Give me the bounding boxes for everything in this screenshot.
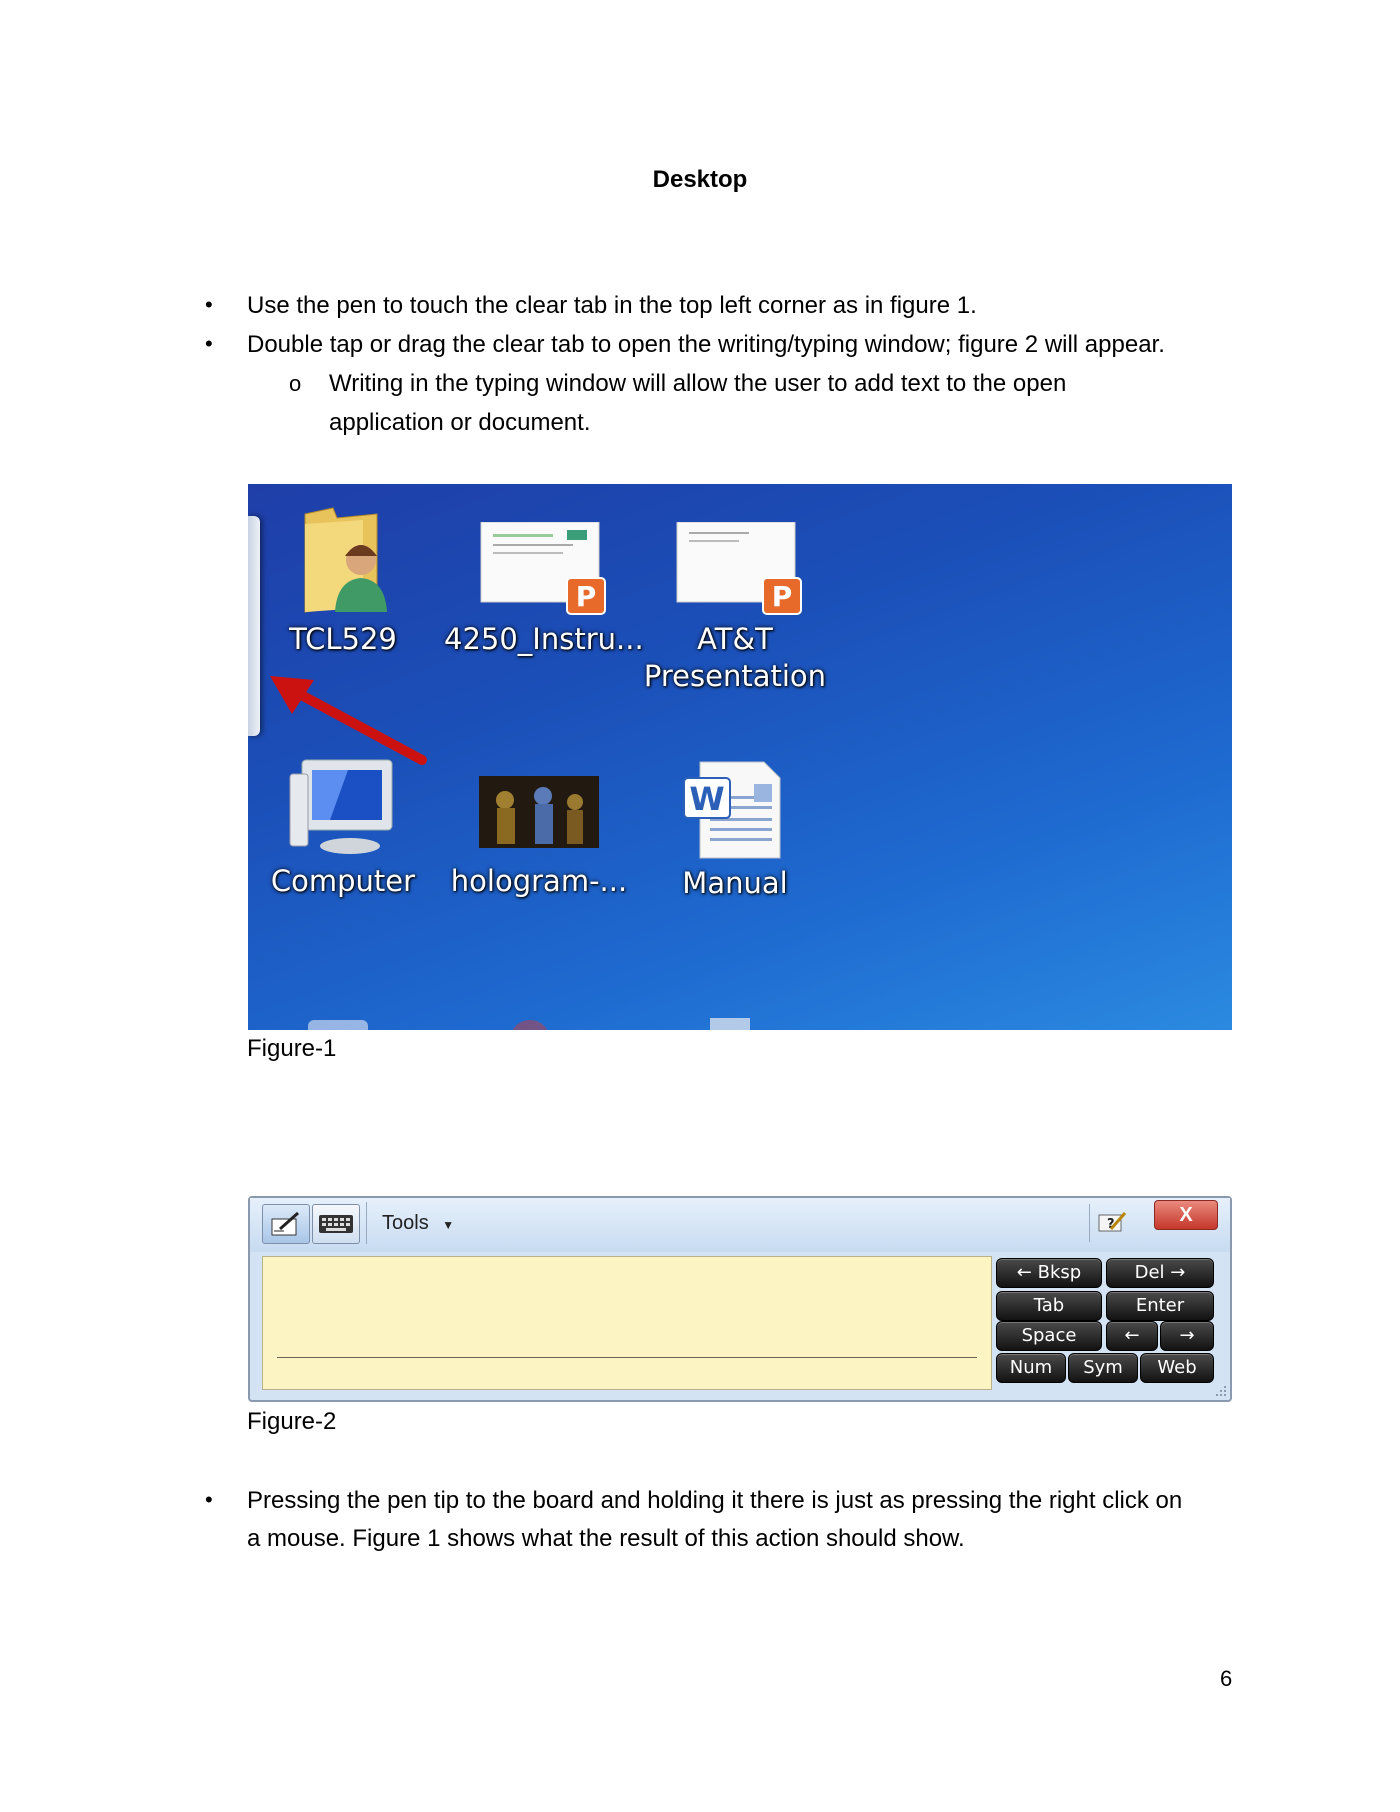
- desktop-icon-hologram[interactable]: [444, 768, 634, 900]
- desktop-icon-label: TCL529: [289, 622, 397, 656]
- key-enter[interactable]: Enter: [1106, 1291, 1214, 1321]
- figure-1-caption: Figure-1: [247, 1035, 337, 1062]
- key-sym[interactable]: Sym: [1068, 1353, 1138, 1383]
- tools-label: Tools: [382, 1212, 429, 1234]
- bullet-marker: •: [205, 1487, 213, 1512]
- resize-grip-icon[interactable]: [1214, 1384, 1228, 1398]
- bullet-text: Pressing the pen tip to the board and holding it there is just as pressing the right click on: [247, 1487, 1183, 1514]
- bullet-marker: •: [205, 292, 213, 317]
- desktop-icon-att-presentation[interactable]: [640, 522, 830, 695]
- figure-2-input-panel: [248, 1196, 1232, 1402]
- powerpoint-file-icon: [471, 522, 607, 616]
- word-document-icon: [680, 760, 790, 860]
- help-button[interactable]: [1089, 1204, 1134, 1242]
- sub-bullet-text: Writing in the typing window will allow the user to add text to the open: [329, 370, 1067, 397]
- toolbar-divider: [366, 1202, 367, 1244]
- user-folder-icon: [293, 504, 393, 616]
- page-number: 6: [1220, 1666, 1233, 1691]
- key-right-arrow[interactable]: →: [1160, 1321, 1214, 1351]
- bullet-marker: •: [205, 331, 213, 356]
- sub-bullet-text: application or document.: [329, 409, 591, 436]
- writing-area[interactable]: [262, 1256, 992, 1390]
- input-panel-toolbar: [250, 1198, 1230, 1252]
- desktop-icon-label: 4250_Instru...: [444, 622, 644, 656]
- image-thumbnail-icon: [477, 768, 601, 858]
- svg-text:W: W: [689, 780, 725, 818]
- bullet-text: a mouse. Figure 1 shows what the result of this action should show.: [247, 1525, 965, 1552]
- keyboard-button[interactable]: [312, 1204, 360, 1244]
- powerpoint-file-icon: [667, 522, 803, 616]
- desktop-icon-label: Manual: [682, 866, 788, 900]
- key-backspace[interactable]: ← Bksp: [996, 1258, 1102, 1288]
- key-space[interactable]: Space: [996, 1321, 1102, 1351]
- figure-2-caption: Figure-2: [247, 1408, 337, 1435]
- computer-icon: [278, 754, 408, 858]
- key-web[interactable]: Web: [1140, 1353, 1214, 1383]
- bullet-text: Use the pen to touch the clear tab in the top left corner as in figure 1.: [247, 292, 977, 319]
- desktop-icon-4250[interactable]: [444, 522, 644, 658]
- key-delete[interactable]: Del →: [1106, 1258, 1214, 1288]
- key-left-arrow[interactable]: ←: [1106, 1321, 1158, 1351]
- desktop-icon-computer[interactable]: [248, 754, 438, 900]
- pen-writing-icon: [270, 1211, 302, 1237]
- desktop-icon-manual[interactable]: [640, 760, 830, 902]
- desktop-icon-tcl529[interactable]: [248, 504, 438, 658]
- desktop-icon-label: AT&T: [697, 622, 773, 656]
- tools-menu[interactable]: [382, 1212, 454, 1235]
- svg-text:P: P: [575, 580, 597, 613]
- dropdown-arrow-icon: ▼: [442, 1218, 455, 1232]
- key-num[interactable]: Num: [996, 1353, 1066, 1383]
- help-icon: [1097, 1211, 1127, 1235]
- desktop-icon-label: Presentation: [643, 659, 827, 693]
- svg-text:?: ?: [1107, 1217, 1115, 1232]
- page-title: Desktop: [652, 166, 748, 193]
- partial-icon: [308, 1020, 368, 1030]
- desktop-icon-label: hologram-...: [450, 864, 628, 898]
- key-tab[interactable]: Tab: [996, 1291, 1102, 1321]
- close-button[interactable]: X: [1154, 1200, 1218, 1230]
- sub-bullet-marker: o: [289, 371, 302, 396]
- desktop-icon-label: Computer: [270, 864, 416, 898]
- writing-baseline: [277, 1357, 977, 1358]
- figure-1-desktop: [248, 484, 1232, 1030]
- partial-icon: [710, 1018, 750, 1030]
- writing-pad-button[interactable]: [262, 1204, 310, 1244]
- svg-text:P: P: [771, 580, 793, 613]
- keyboard-icon: [318, 1213, 354, 1235]
- partial-icon: [510, 1020, 550, 1030]
- bullet-text: Double tap or drag the clear tab to open the writing/typing window; figure 2 will appear.: [247, 331, 1165, 358]
